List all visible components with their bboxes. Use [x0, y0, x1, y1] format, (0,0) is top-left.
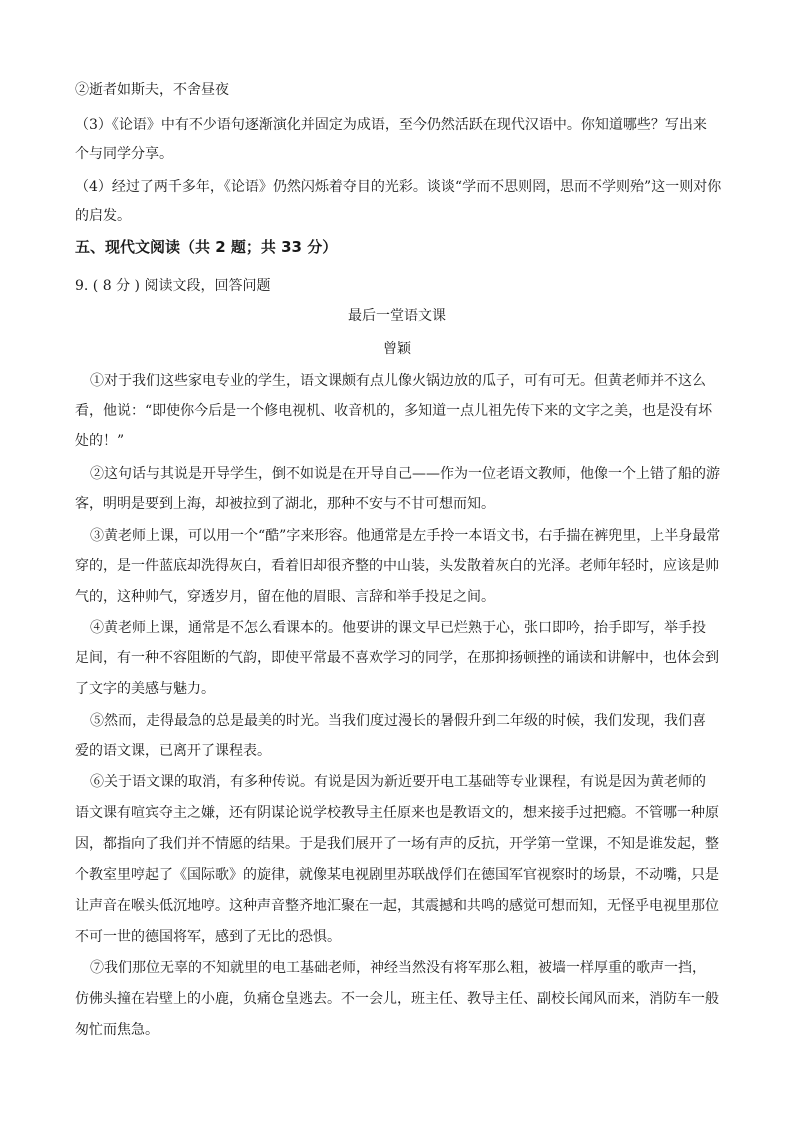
paragraph-line: 语文课有喧宾夺主之嫌，还有阴谋论说学校教导主任原来也是教语文的，想来接手过把瘾。不管哪一种原: [75, 805, 719, 821]
paragraph-line: 穿的，是一件蓝底却洗得灰白，看着旧却很齐整的中山装，头发散着灰白的光泽。老师年轻时，应该是帅: [75, 558, 719, 574]
paragraph-line: 处的！”: [75, 433, 125, 449]
paragraph-line: ⑦我们那位无辜的不知就里的电工基础老师，神经当然没有将军那么粗，被墙一样厚重的歌声一挡，: [90, 960, 706, 976]
paragraph-line: 客，明明是要到上海，却被拉到了湖北，那种不安与不甘可想而知。: [75, 496, 495, 512]
paragraph-line: 了文字的美感与魅力。: [75, 681, 215, 697]
paragraph-line: 气的，这种帅气，穿透岁月，留在他的眉眼、言辞和举手投足之间。: [75, 589, 495, 605]
text-line: 个与同学分享。: [75, 146, 173, 162]
article-title: 最后一堂语文课: [348, 308, 446, 324]
paragraph-line: 爱的语文课，已离开了课程表。: [75, 743, 271, 759]
paragraph-line: 个教室里哼起了《国际歌》的旋律，就像某电视剧里苏联战俘们在德国军官视察时的场景，不动嘴，只是: [75, 867, 719, 883]
paragraph-line: ①对于我们这些家电专业的学生，语文课颇有点儿像火锅边放的瓜子，可有可无。但黄老师并不这么: [90, 373, 706, 389]
article-author: 曾颖: [383, 341, 411, 357]
text-line: 的启发。: [75, 208, 131, 224]
text-line: （4）经过了两千多年，《论语》仍然闪烁着夺目的光彩。谈谈“学而不思则罔，思而不学则殆”这一则对你: [75, 179, 722, 195]
paragraph-line: ③黄老师上课，可以用一个“酷”字来形容。他通常是左手拎一本语文书，右手揣在裤兜里，上半身最常: [90, 528, 721, 544]
section-title: 五、现代文阅读（共 2 题；共 33 分）: [75, 238, 338, 256]
paragraph-line: 仿佛头撞在岩壁上的小鹿，负痛仓皇逃去。不一会儿，班主任、教导主任、副校长闻风而来，消防车一般: [75, 991, 719, 1007]
text-line: ②逝者如斯夫，不舍昼夜: [75, 82, 229, 98]
paragraph-line: ②这句话与其说是开导学生，倒不如说是在开导自己——作为一位老语文教师，他像一个上错了船的游: [90, 466, 720, 482]
text-line: （3）《论语》中有不少语句逐渐演化并固定为成语，至今仍然活跃在现代汉语中。你知道哪些？写出来: [75, 117, 707, 133]
paragraph-line: 因，都指向了我们并不情愿的结果。于是我们展开了一场有声的反抗，开学第一堂课，不知是谁发起，整: [75, 836, 719, 852]
paragraph-line: 匆忙而焦急。: [75, 1022, 159, 1038]
question-stem: 9. ( 8 分 ) 阅读文段，回答问题: [75, 278, 271, 294]
paragraph-line: 让声音在喉头低沉地哼。这种声音整齐地汇聚在一起，其震撼和共鸣的感觉可想而知，无怪乎电视里那位: [75, 898, 719, 914]
paragraph-line: ④黄老师上课，通常是不怎么看课本的。他要讲的课文早已烂熟于心，张口即吟，抬手即写，举手投: [90, 620, 706, 636]
paragraph-line: ⑤然而，走得最急的总是最美的时光。当我们度过漫长的暑假升到二年级的时候，我们发现，我们喜: [90, 713, 706, 729]
paragraph-line: 看，他说：“即使你今后是一个修电视机、收音机的，多知道一点儿祖先传下来的文字之美，也是没有坏: [75, 403, 713, 419]
paragraph-line: 不可一世的德国将军，感到了无比的恐惧。: [75, 929, 341, 945]
paragraph-line: 足间，有一种不容阻断的气韵，即使平常最不喜欢学习的同学，在那抑扬顿挫的诵读和讲解中，也体会到: [75, 650, 719, 666]
paragraph-line: ⑥关于语文课的取消，有多种传说。有说是因为新近要开电工基础等专业课程，有说是因为黄老师的: [90, 774, 706, 790]
